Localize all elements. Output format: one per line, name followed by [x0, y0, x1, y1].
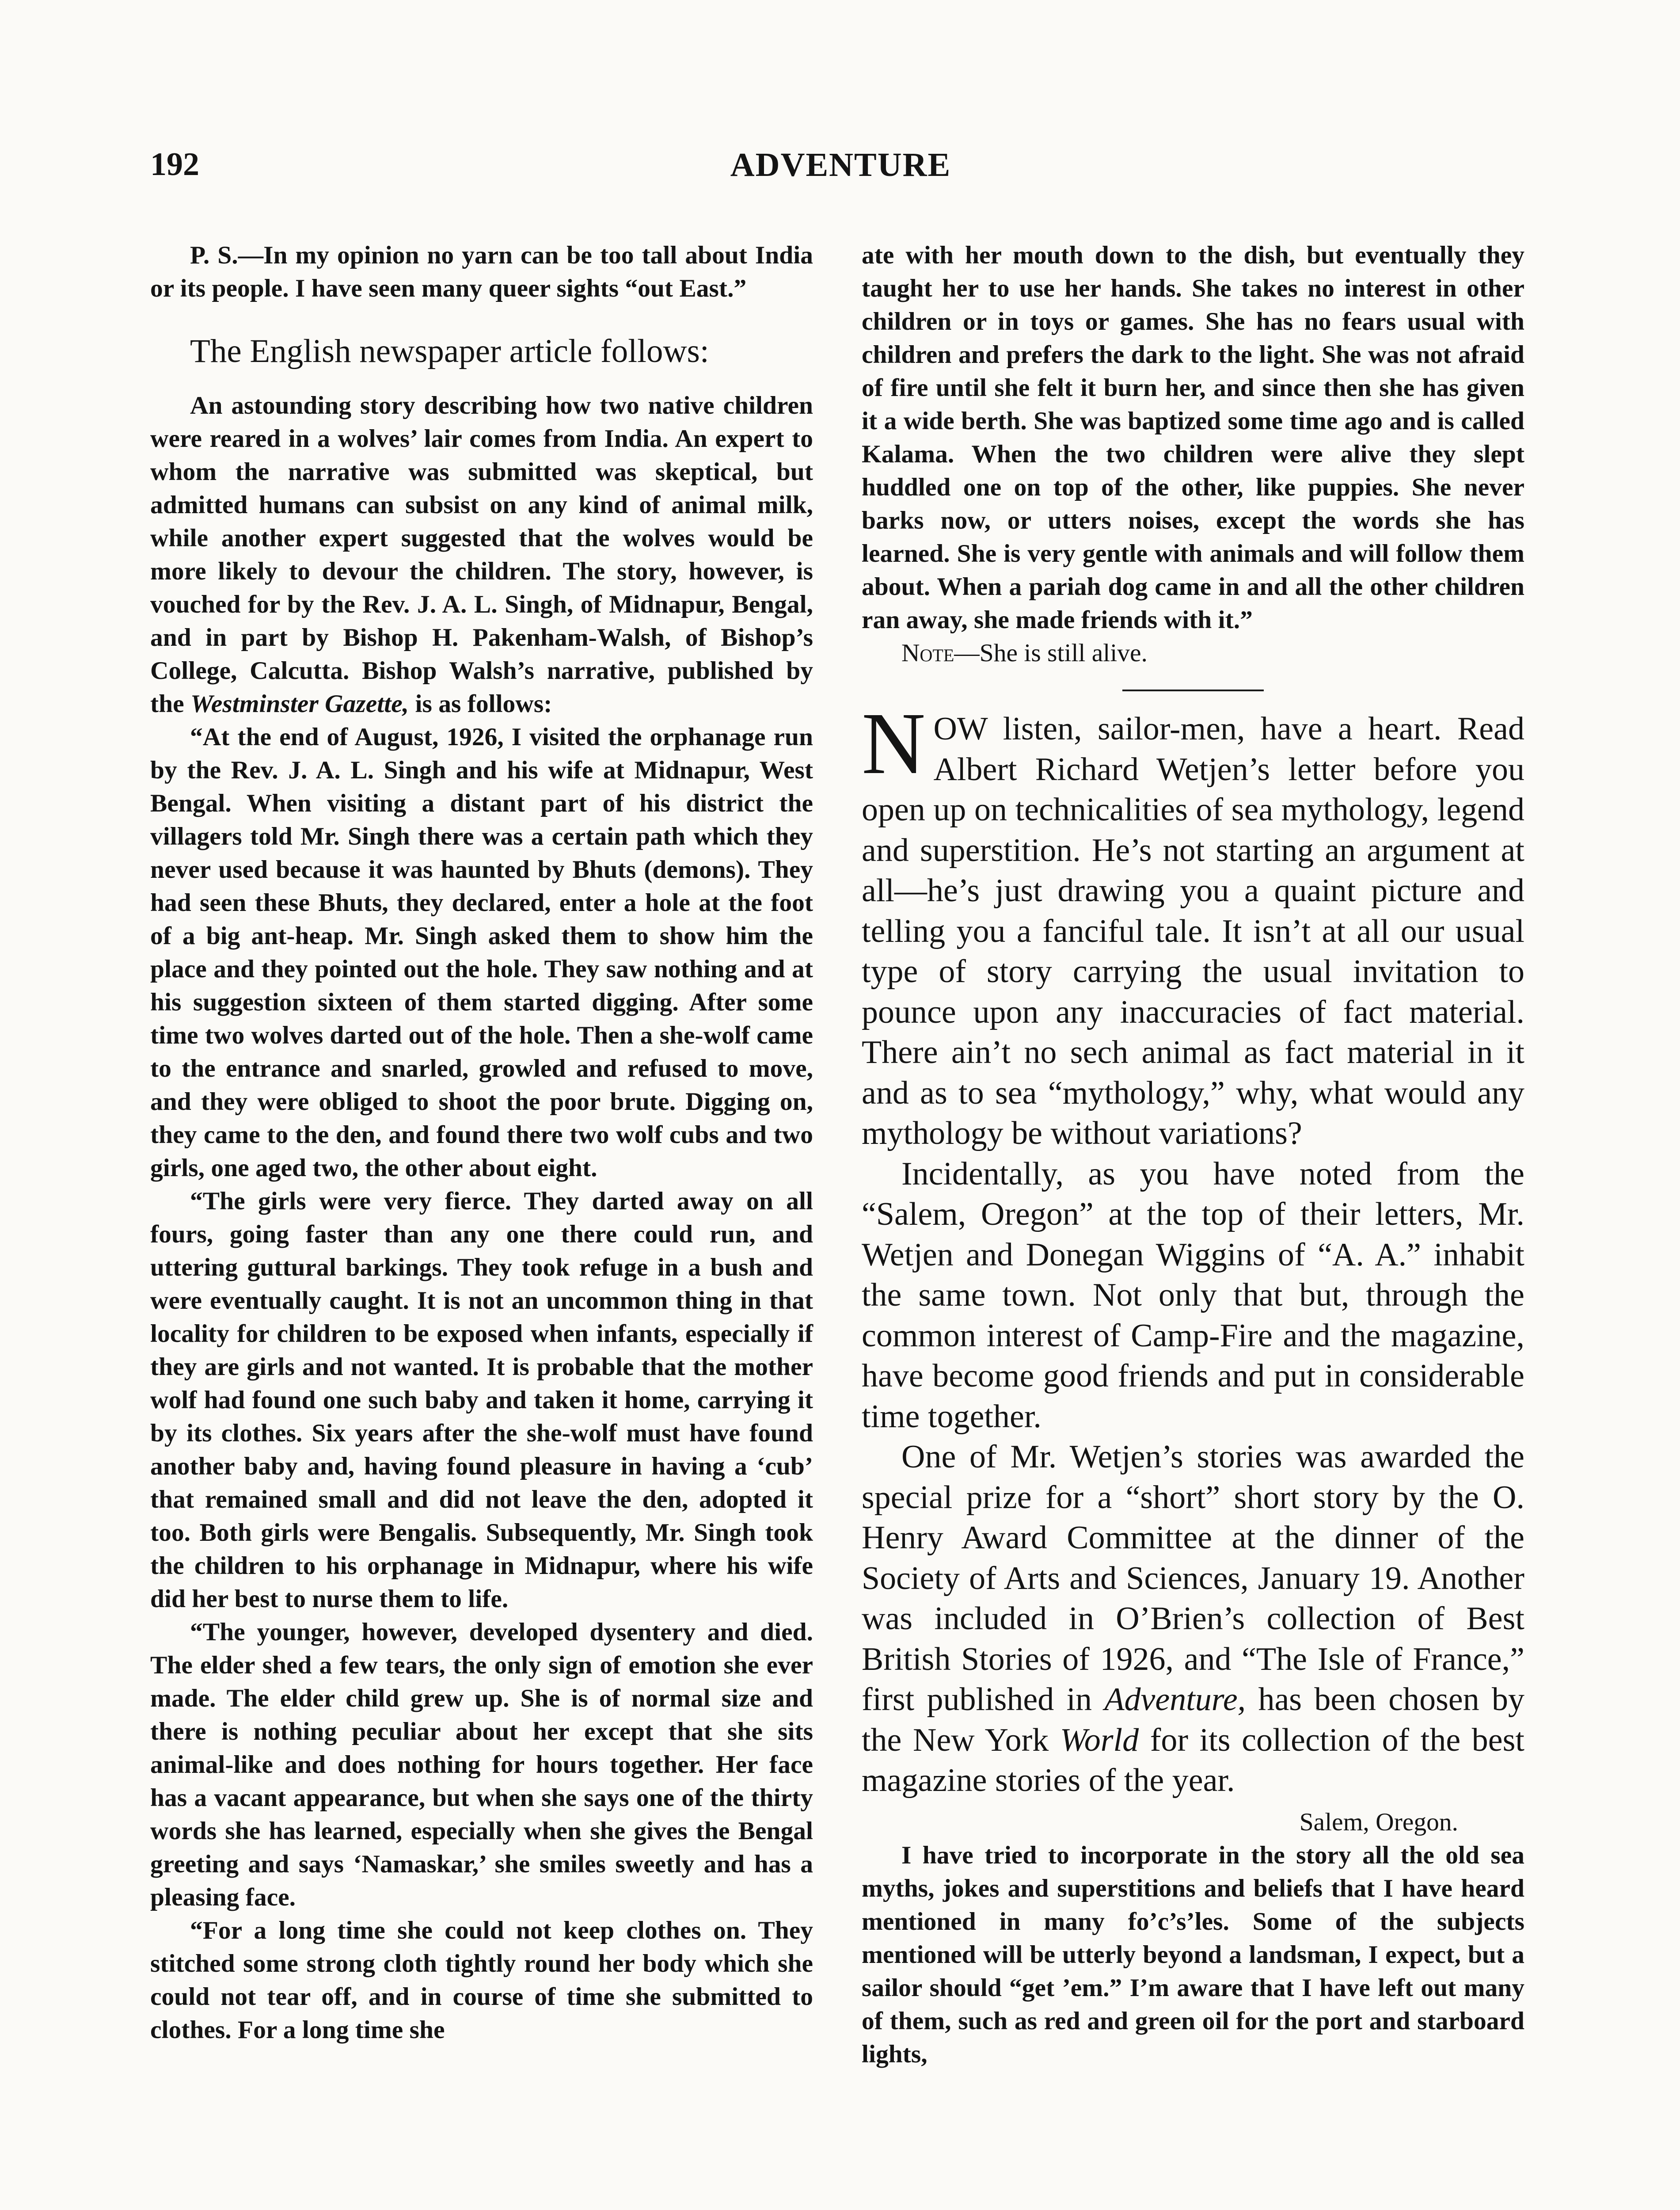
- editorial-paragraph: Incidentally, as you have noted from the “Salem, Oregon” at the top of their letters, Mr. Wetjen and Donegan Wiggins of “A. A.” inhabit the same town. Not only that but, through the common interest of Camp-Fire and the magazine, have become good friends and put in considerable time together.: [862, 1155, 1524, 1435]
- editorial-text: OW listen, sailor-men, have a heart. Read Albert Richard Wetjen’s letter before you open up on technicalities of sea mythology, legend and superstition. He’s not starting an argument at all—he’s just drawing you a quaint picture and telling you a fanciful tale. It isn’t at all our usual type of story carrying the usual invitation to pounce upon any inaccuracies of fact material. There ain’t no sech animal as fact material in it and as to sea “mythology,” why, what would any mythology be without variations?: [862, 711, 1524, 1151]
- section-divider: [1122, 690, 1264, 691]
- article-text: is as follows:: [415, 690, 552, 718]
- left-column: [150, 239, 813, 2046]
- article-paragraph: “The younger, however, developed dysentery and died. The elder shed a few tears, the only sign of emotion she ever made. The elder child grew up. She is of normal size and there is nothing peculiar about her except that she sits animal-like and does nothing for hours together. Her face has a vacant appearance, but when she says one of the thirty words she has learned, especially when she gives the Bengal greeting and says ‘Namaskar,’ she smiles sweetly and has a pleasing face.: [150, 1618, 813, 1911]
- editorial-paragraph: [862, 1437, 1524, 1801]
- article-paragraph: [150, 389, 813, 720]
- section-subhead: The English newspaper article follows:: [190, 333, 709, 370]
- postscript-paragraph: P. S.—In my opinion no yarn can be too tall about India or its people. I have seen many queer sights “out East.”: [150, 241, 813, 302]
- letter-location: Salem, Oregon.: [1299, 1808, 1458, 1836]
- page-number: 192: [150, 146, 199, 183]
- editor-note: [862, 636, 1524, 670]
- letter-body: [862, 1839, 1524, 2071]
- article-text: An astounding story describing how two native children were reared in a wolves’ lair comes from India. An expert to whom the narrative was submitted was skeptical, but admitted humans can subsist on any kind of animal milk, while another expert suggested that the wolves would be more likely to devour the children. The story, however, is vouched for by the Rev. J. A. L. Singh, of Midnapur, Bengal, and in part by Bishop H. Pakenham-Walsh, of Bishop’s College, Calcutta. Bishop Walsh’s narrative, published by the: [150, 392, 813, 718]
- editorial-paragraph: [862, 695, 1524, 1154]
- editorial-text: has been chosen by the New York: [862, 1681, 1525, 1758]
- editorial-section: [862, 695, 1525, 1801]
- article-continuation: [862, 239, 1524, 636]
- magazine-title: ADVENTURE: [730, 146, 951, 183]
- right-column: [862, 239, 1524, 2071]
- newspaper-name: World: [1060, 1722, 1139, 1758]
- article-paragraph: “At the end of August, 1926, I visited the orphanage run by the Rev. J. A. L. Singh and his wife at Midnapur, West Bengal. When visiting a distant part of his district the villagers told Mr. Singh there was a certain path which they never used because it was haunted by Bhuts (demons). They had seen these Bhuts, they declared, enter a hole at the foot of a big ant-heap. Mr. Singh asked them to show him the place and they pointed out the hole. They saw nothing and at his suggestion sixteen of them started digging. After some time two wolves darted out of the hole. Then a she-wolf came to the entrance and snarled, growled and refused to move, and they were obliged to shoot the poor brute. Digging on, they came to the den, and found there two wolf cubs and two girls, one aged two, the other about eight.: [150, 723, 813, 1182]
- letter-paragraph: I have tried to incorporate in the story all the old sea myths, jokes and superstitions and beliefs that I have heard mentioned in many fo’c’s’les. Some of the subjects mentioned will be utterly beyond a landsman, I expect, but a sailor should “get ’em.” I’m aware that I have left out many of them, such as red and green oil for the port and starboard lights,: [862, 1841, 1524, 2068]
- editorial-text: for its collection of the best magazine stories of the year.: [862, 1722, 1524, 1798]
- note-label: Note: [901, 639, 954, 667]
- article-paragraph: “For a long time she could not keep clothes on. They stitched some strong cloth tightly round her body which she could not tear off, and in course of time she submitted to clothes. For a long time she: [150, 1917, 813, 2044]
- publication-name: Westminster Gazette,: [190, 690, 409, 718]
- drop-cap: N: [862, 695, 926, 793]
- article-paragraph: “The girls were very fierce. They darted away on all fours, going faster than any one there could run, and uttering guttural barkings. They took refuge in a bush and were eventually caught. It is not an uncommon thing in that locality for children to be exposed when infants, especially if they are girls and not wanted. It is probable that the mother wolf had found one such baby and taken it home, carrying it by its clothes. Six years after the she-wolf must have found another baby and, having found pleasure in having a ‘cub’ that remained small and did not leave the den, adopted it too. Both girls were Bengalis. Subsequently, Mr. Singh took the children to his orphanage in Midnapur, where his wife did her best to nurse them to life.: [150, 1187, 813, 1613]
- editorial-text: One of Mr. Wetjen’s stories was awarded the special prize for a “short” short story by the O. Henry Award Committee at the dinner of the Society of Arts and Sciences, January 19. Another was included in O’Brien’s collection of Best British Stories of 1926, and “The Isle of France,” first published in: [862, 1439, 1524, 1718]
- article-paragraph: ate with her mouth down to the dish, but eventually they taught her to use her hands. She takes no interest in other children or in toys or games. She has no fears usual with children and prefers the dark to the light. She was not afraid of fire until she felt it burn her, and since then she has given it a wide berth. She was baptized some time ago and is called Kalama. When the two children were alive they slept huddled one on top of the other, like puppies. She never barks now, or utters noises, except the words she has learned. She is very gentle with animals and will follow them about. When a pariah dog came in and all the other children ran away, she made friends with it.”: [862, 241, 1524, 634]
- magazine-name: Adventure,: [1104, 1681, 1246, 1718]
- page-header: [150, 146, 1531, 194]
- note-text: —She is still alive.: [954, 639, 1148, 667]
